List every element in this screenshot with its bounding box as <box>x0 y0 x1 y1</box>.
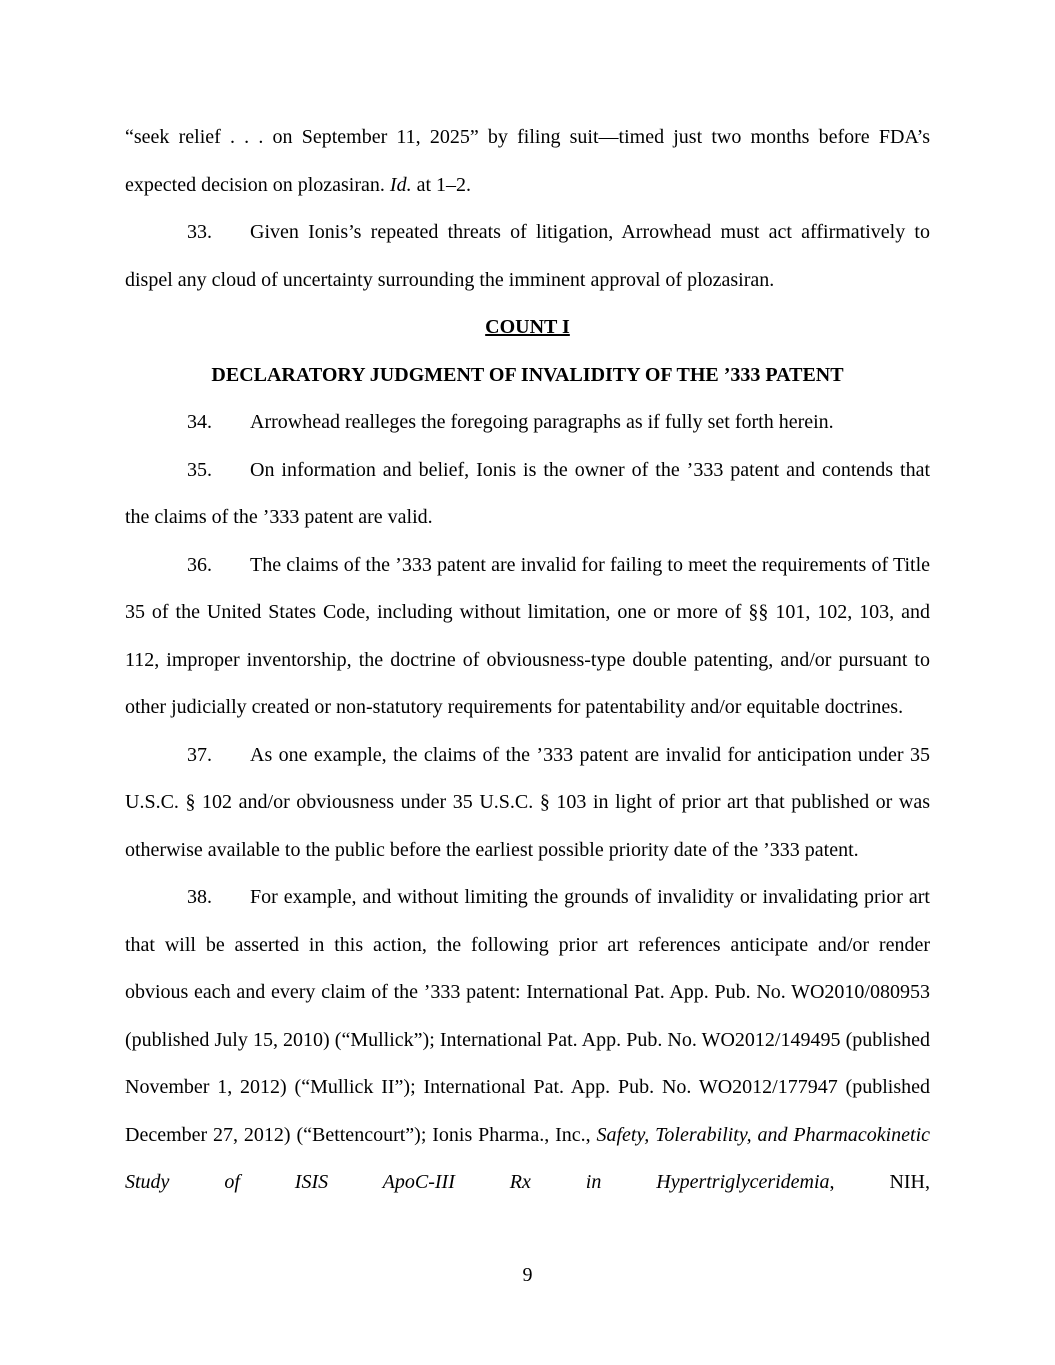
section-heading <box>125 304 930 352</box>
text-segment: “seek relief . . . on September 11, 2025” by filing suit—timed just two months before FDA’s expected decision on plozasiran. <box>125 126 930 196</box>
paragraph-number: 38. <box>187 886 212 908</box>
text-segment: Given Ionis’s repeated threats of litigation, Arrowhead must act affirmatively to dispel any cloud of uncertainty surrounding the imminent approval of plozasiran. <box>125 221 930 291</box>
paragraph-number: 35. <box>187 458 212 481</box>
text-segment: As one example, the claims of the ’333 patent are invalid for anticipation under 35 U.S.C. § 102 and/or obviousness under 35 U.S.C. § 103 in light of prior art that published or was otherwise available to the public before the earliest possible priority date of the ’333 patent. <box>125 743 930 861</box>
paragraph <box>125 732 930 875</box>
text-segment: at 1–2. <box>411 173 472 196</box>
paragraph <box>125 447 930 542</box>
text-segment: Arrowhead realleges the foregoing paragraphs as if fully set forth herein. <box>250 411 834 433</box>
paragraph-number: 36. <box>187 553 212 576</box>
paragraph <box>125 874 930 1207</box>
paragraph-number: 37. <box>187 743 212 766</box>
text-segment: DECLARATORY JUDGMENT OF INVALIDITY OF THE ’333 PATENT <box>211 363 844 386</box>
paragraph <box>125 542 930 732</box>
paragraph-number: 34. <box>187 411 212 433</box>
document-body <box>125 114 930 1207</box>
section-heading <box>125 352 930 400</box>
paragraph <box>125 399 930 447</box>
page-number: 9 <box>522 1264 533 1286</box>
text-segment: The claims of the ’333 patent are invalid for failing to meet the requirements of Title 35 of the United States Code, including without limitation, one or more of §§ 101, 102, 103, and 112, improper inventorship, the doctrine of obviousness-type double patenting, and/or pursuant to other judicially created or non-statutory requirements for patentability and/or equitable doctrines. <box>125 553 930 718</box>
text-segment: For example, and without limiting the grounds of invalidity or invalidating prior art that will be asserted in this action, the following prior art references anticipate and/or render obvious each and every claim of the ’333 patent: International Pat. App. Pub. No. WO2010/080953 (published July 15, 2010) (“Mullick”); International Pat. App. Pub. No. WO2012/149495 (published November 1, 2012) (“Mullick II”); International Pat. App. Pub. No. WO2012/177947 (published December 27, 2012) (“Bettencourt”); Ionis Pharma., Inc., <box>125 886 930 1146</box>
text-segment: , NIH, <box>829 1171 931 1193</box>
paragraph-number: 33. <box>187 221 212 243</box>
paragraph <box>125 114 930 209</box>
italic-text: Safety, Tolerability, and Pharmacokinetic Study of ISIS ApoC-III Rx in Hypertriglyceridemia <box>125 1123 931 1193</box>
paragraph <box>125 209 930 304</box>
text-segment: On information and belief, Ionis is the owner of the ’333 patent and contends that the claims of the ’333 patent are valid. <box>125 458 930 528</box>
italic-text: Id. <box>389 173 412 196</box>
text-segment: COUNT I <box>485 316 570 338</box>
